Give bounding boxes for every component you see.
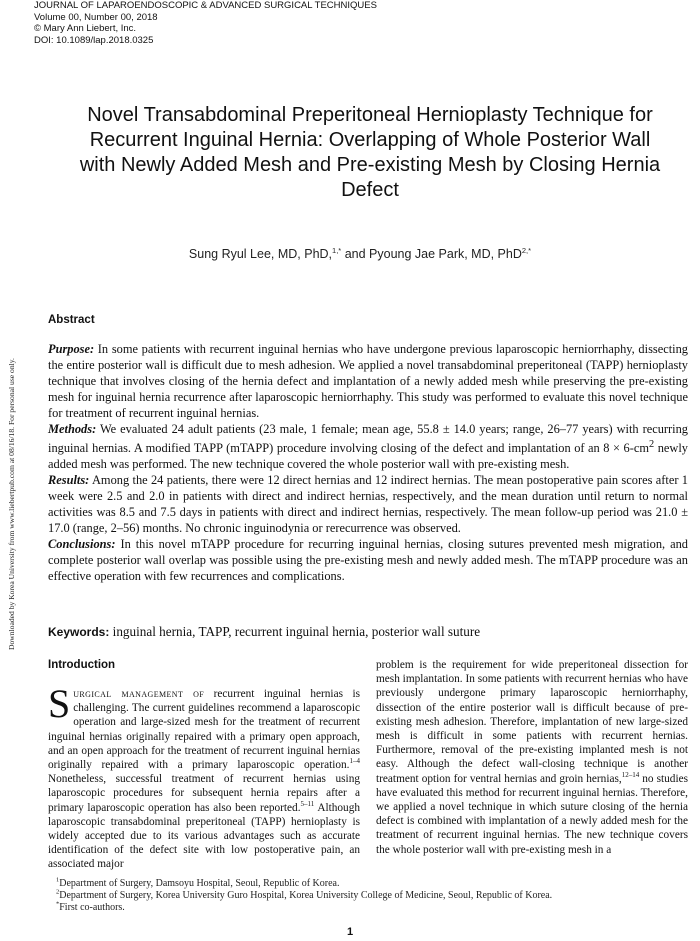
citation-3: 12–14 xyxy=(621,770,640,779)
drop-cap: S xyxy=(48,681,71,726)
abstract-heading: Abstract xyxy=(48,314,95,326)
intro-left-text-a: recurrent inguinal hernias is challenging. The current guidelines recommend a laparoscopic operation and large-sized mesh for the treatment of recurrent inguinal hernias originally repaired with a primary open approach, and an open approach for the treatment of recurrent inguinal hernias originally repaired with a primary laparoscopic operation. xyxy=(48,688,360,772)
purpose-text: In some patients with recurrent inguinal hernias who have undergone previous laparoscopic herniorrhaphy, dissecting the entire posterior wall is difficult due to mesh adhesion. We applied a novel transabdominal preperitoneal (TAPP) hernioplasty technique that involves closing of the hernia defect and implantation of a newly added mesh while preserving the pre-existing mesh for inguinal hernia recurrence after laparoscopic herniorrhaphy. This study was performed to evaluate this novel technique for treatment of recurrent inguinal hernias. xyxy=(48,342,688,420)
author-1-affiliation: 1,* xyxy=(332,246,342,255)
footnote-1-marker: 1 xyxy=(56,876,60,884)
footnote-1-text: Department of Surgery, Damsoyu Hospital, Seoul, Republic of Korea. xyxy=(59,878,340,889)
abstract-methods xyxy=(48,422,688,474)
footnote-2-marker: 2 xyxy=(56,888,60,896)
intro-right-text-a: problem is the requirement for wide preperitoneal dissection for mesh implantation. In some patients with recurrent hernias who have previously undergone primary laparoscopic herniorrhaphy, dissection of the entire posterior wall is difficult because of pre-existing mesh adhesion. Therefore, implantation of new large-sized mesh is difficult in some patients with recurrent hernias. Furthermore, removal of the pre-existing implanted mesh is not easy. Although the defect wall-closing technique is another treatment option for ventral hernias and groin hernias, xyxy=(376,659,688,785)
keywords xyxy=(48,624,688,640)
conclusions-text: In this novel mTAPP procedure for recurring inguinal hernias, closing sutures prevented mesh migration, and complete posterior wall overlap was possible using the pre-existing mesh and newly added mesh. The mTAPP procedure was an effective operation with few recurrences and complications. xyxy=(48,537,688,583)
intro-left-text-c: Although laparoscopic transabdominal preperitoneal (TAPP) hernioplasty is widely accepted due to its various advantages such as accurate identification of the defect site with low postoperative pain, an associated major xyxy=(48,801,360,871)
results-text: Among the 24 patients, there were 12 direct hernias and 12 indirect hernias. The mean postoperative pain scores after 1 week were 2.5 and 2.0 in patients with direct and indirect hernias, respectively, and the mean duration until return to normal activities was 8.5 and 7.5 days in patients with direct and indirect hernias, respectively. The mean follow-up period was 21.0 ± 17.0 (range, 2–56) months. No chronic inguinodynia or rerecurrence was observed. xyxy=(48,473,688,536)
introduction-paragraph-1-continued xyxy=(376,658,688,857)
methods-superscript: 2 xyxy=(649,439,655,451)
introduction-paragraph-1 xyxy=(48,681,360,872)
citation-2: 5–11 xyxy=(300,799,315,808)
author-2-affiliation: 2,* xyxy=(521,246,532,255)
affiliation-footnotes xyxy=(56,878,676,914)
footnote-3-text: First co-authors. xyxy=(59,902,125,913)
download-notice-text: Downloaded by Korea University from www.liebertpub.com at 08/16/18. For personal use only. xyxy=(7,358,16,650)
introduction-left-column xyxy=(48,681,360,872)
results-label: Results: xyxy=(48,473,90,488)
abstract-body xyxy=(48,342,688,585)
abstract-conclusions xyxy=(48,537,688,585)
footnote-2-text: Department of Surgery, Korea University Guro Hospital, Korea University College of Medicine, Seoul, Republic of Korea. xyxy=(59,890,553,901)
journal-name: JOURNAL OF LAPAROENDOSCOPIC & ADVANCED SURGICAL TECHNIQUES xyxy=(34,0,377,11)
journal-doi: DOI: 10.1089/lap.2018.0325 xyxy=(34,34,154,46)
journal-copyright: © Mary Ann Liebert, Inc. xyxy=(34,23,137,34)
keywords-text: inguinal hernia, TAPP, recurrent inguinal hernia, posterior wall suture xyxy=(109,624,481,639)
keywords-label: Keywords: xyxy=(48,625,110,639)
footnote-3-marker: * xyxy=(56,900,60,908)
author-2: Pyoung Jae Park, MD, PhD xyxy=(369,247,522,262)
methods-text-a: We evaluated 24 adult patients (23 male, 1 female; mean age, 55.8 ± 14.0 years; range, 26–77 years) with recurring inguinal hernias. A modified TAPP (mTAPP) procedure involving closing of the defect and implantation of an 8 × 6-cm xyxy=(48,421,688,456)
intro-right-text-b: no studies have evaluated this method for recurrent inguinal hernias. Therefore, we applied a novel technique in which suture closing of the hernia defect is combined with implantation of a newly added mesh for the treatment of recurrent inguinal hernias. The new technique covers the whole posterior wall with pre-existing mesh in a xyxy=(376,772,688,856)
journal-header xyxy=(34,0,554,46)
journal-volume: Volume 00, Number 00, 2018 xyxy=(34,11,158,23)
small-caps-lead: urgical management of xyxy=(73,688,205,700)
introduction-heading: Introduction xyxy=(48,659,116,671)
methods-text-b: newly added mesh was performed. The new technique covered the whole posterior wall with pre-existing mesh. xyxy=(48,441,688,472)
author-1: Sung Ryul Lee, MD, PhD, xyxy=(188,247,333,262)
author-line xyxy=(120,246,600,261)
article-title: Novel Transabdominal Preperitoneal Hernioplasty Technique for Recurrent Inguinal Hernia: Overlapping of Whole Posterior Wall with Newly Added Mesh and Pre-existing Mesh by Closing Hernia Defect xyxy=(79,104,661,201)
purpose-label: Purpose: xyxy=(48,342,95,356)
introduction-right-column xyxy=(376,658,688,857)
footnote-3 xyxy=(56,902,676,914)
page-number: 1 xyxy=(346,926,354,938)
abstract-results xyxy=(48,473,688,537)
methods-label: Methods: xyxy=(48,421,97,436)
author-conjunction: and xyxy=(341,247,370,262)
intro-left-text-b: Nonetheless, successful treatment of recurrent hernias using laparoscopic procedures for subsequent hernia repairs after a primary laparoscopic operation has also been reported. xyxy=(48,773,360,814)
footnote-2 xyxy=(56,890,676,902)
abstract-purpose xyxy=(48,342,688,422)
download-notice xyxy=(0,300,14,650)
footnote-1 xyxy=(56,878,676,890)
conclusions-label: Conclusions: xyxy=(48,537,116,551)
citation-1: 1–4 xyxy=(349,757,360,766)
